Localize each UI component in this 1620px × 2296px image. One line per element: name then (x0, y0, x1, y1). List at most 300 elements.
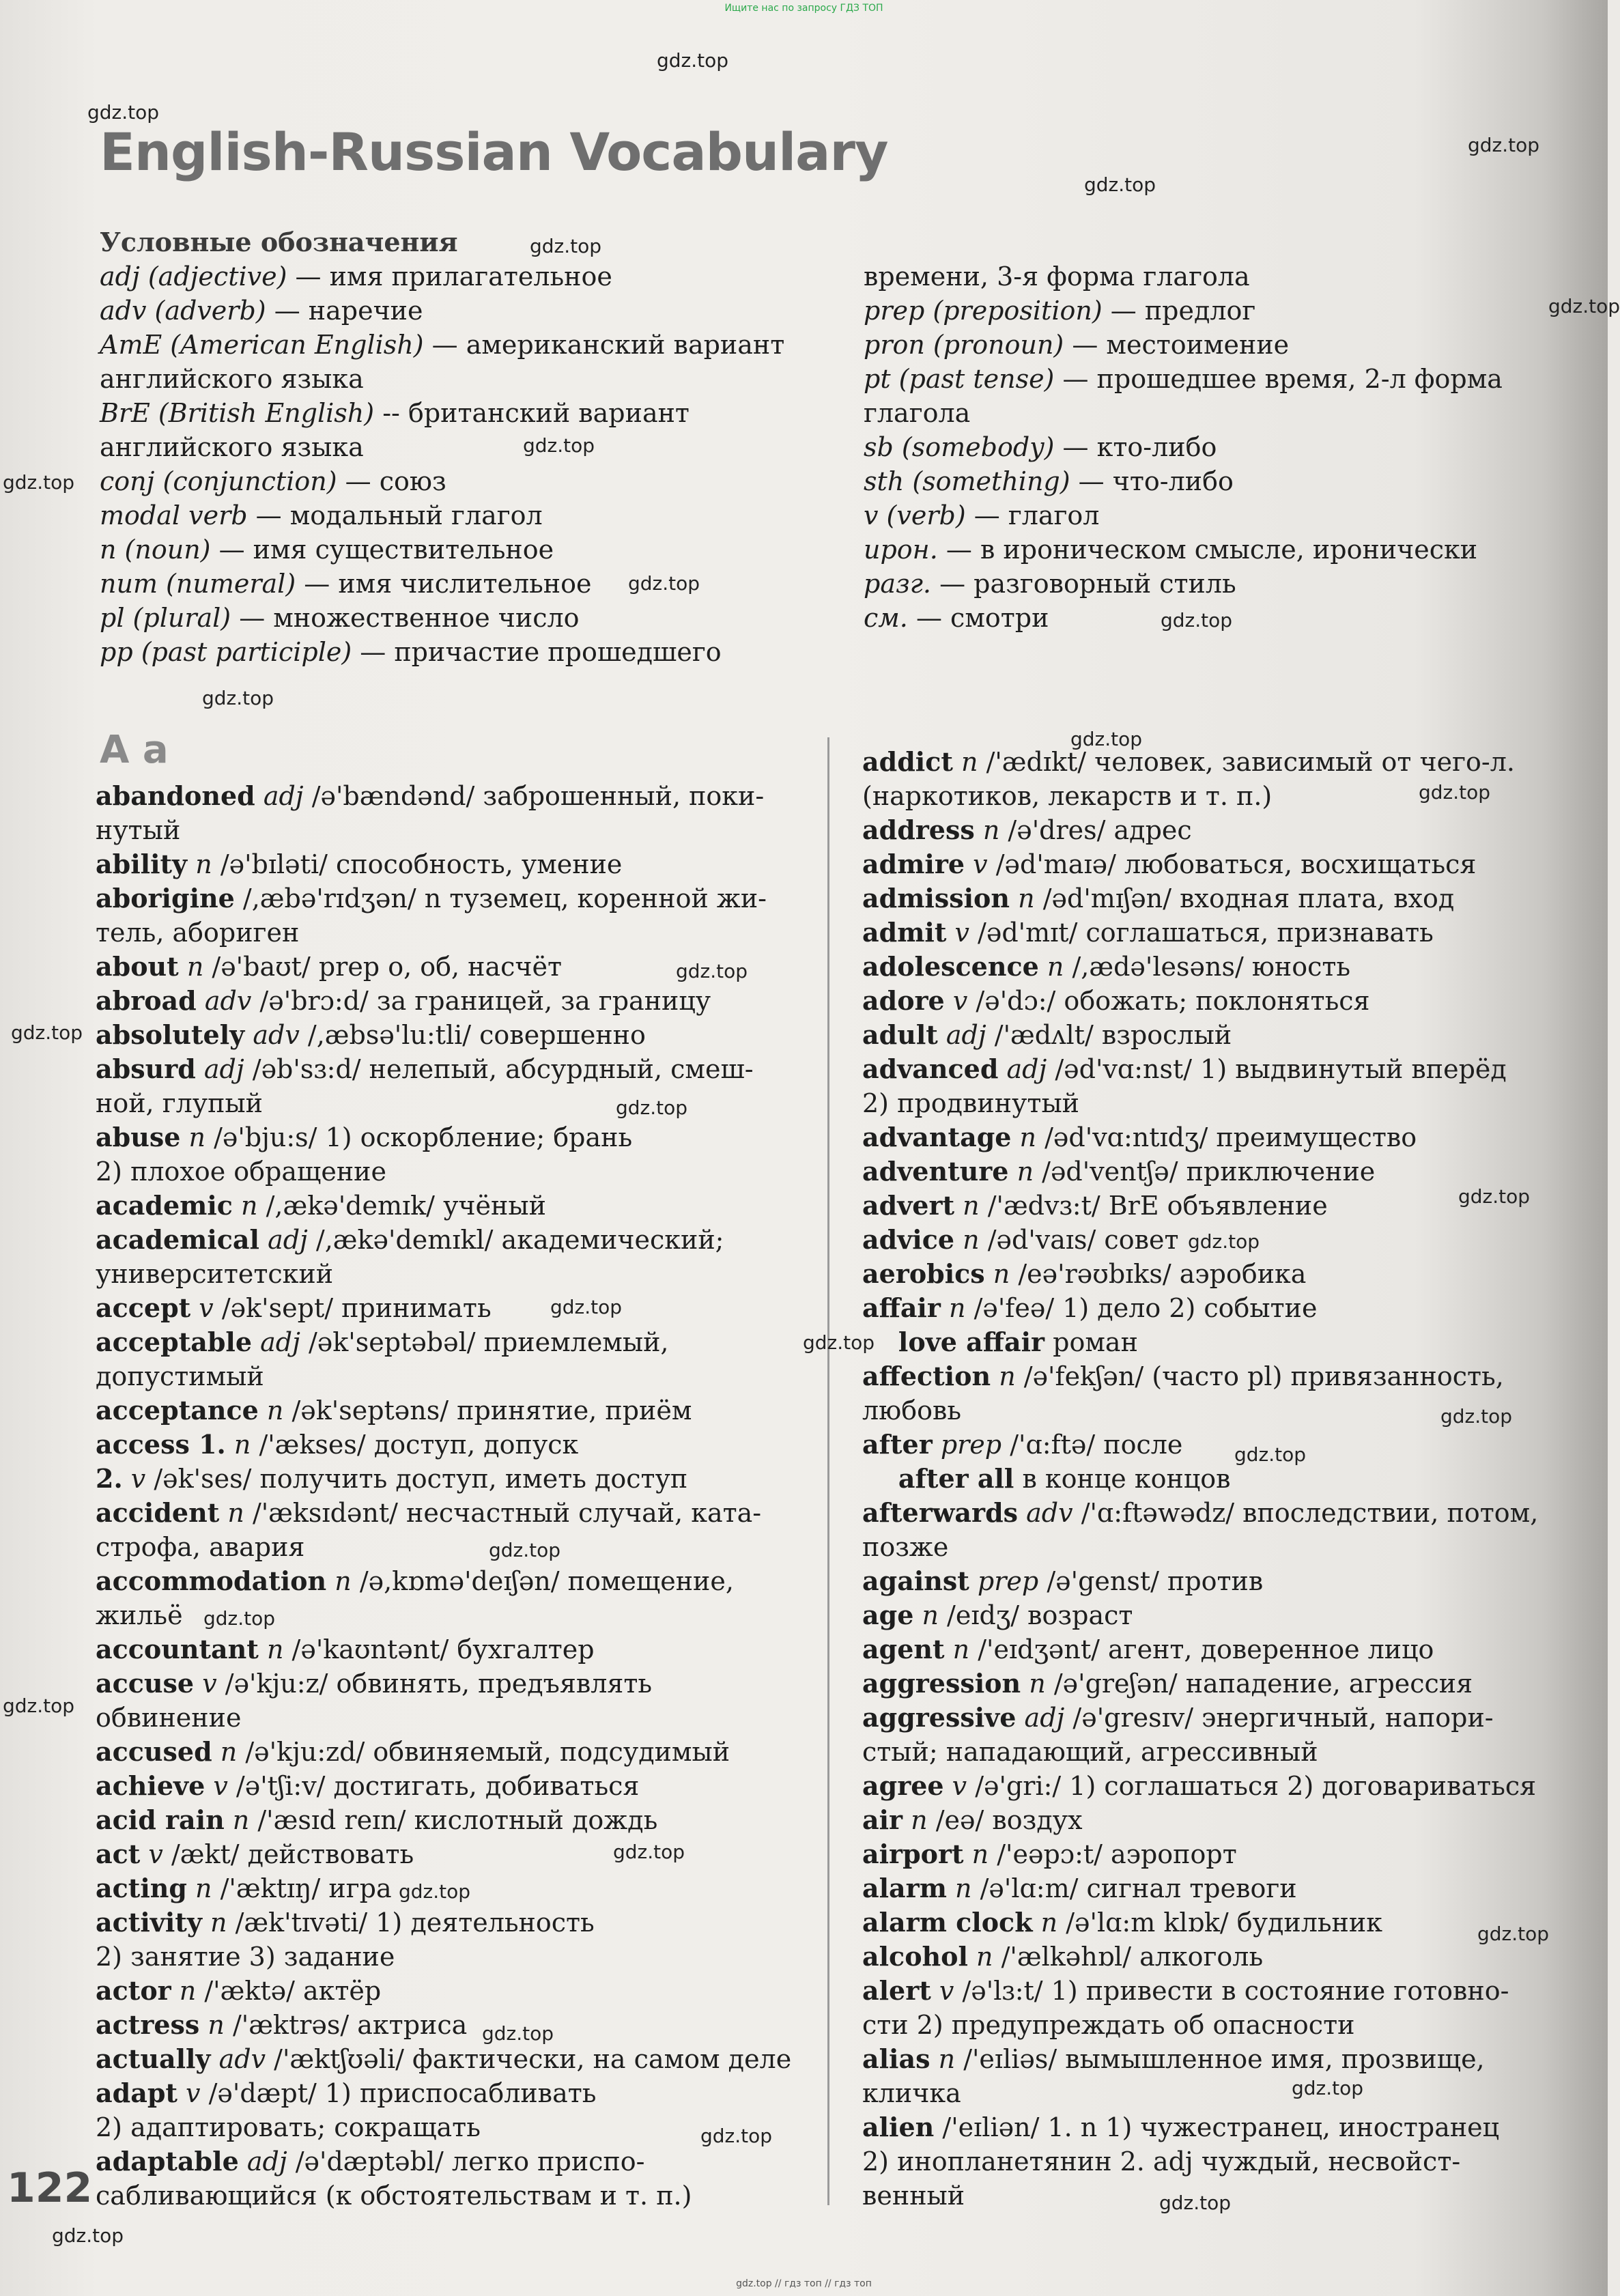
headword: airport (862, 1839, 964, 1869)
vocab-entry-line (862, 1701, 1538, 1735)
translation: /ə'feə/ 1) дело 2) событие (974, 1293, 1318, 1323)
abbreviation-meaning: — в ироническом смысле, ироничeски (937, 535, 1478, 565)
vocab-entry-line (862, 813, 1538, 847)
part-of-speech: n (220, 1737, 238, 1767)
vocab-entry-line (862, 1735, 1538, 1769)
headword: academic (96, 1190, 233, 1221)
vocab-entry-line (96, 1667, 791, 1701)
entries-right-column (862, 745, 1538, 2213)
abbreviation-meaning: — имя существительное (210, 535, 554, 565)
part-of-speech: v (952, 1771, 967, 1801)
vocab-entry-line (862, 1974, 1538, 2008)
vocab-entry-line (96, 813, 791, 847)
translation: жильё (96, 1600, 183, 1630)
watermark: gdz.top (530, 235, 602, 257)
vocab-entry-line (862, 1905, 1538, 1940)
headword: adore (862, 985, 945, 1016)
translation: /əd'mɪʃən/ входная плата, вход (1042, 883, 1455, 913)
headword: absolutely (96, 1019, 245, 1050)
watermark: gdz.top (550, 1296, 623, 1318)
vocab-entry-line (862, 1428, 1538, 1462)
abbreviation-row (864, 567, 1503, 601)
part-of-speech: v (199, 1293, 214, 1323)
abbreviation-row (100, 498, 784, 533)
translation: нутый (96, 815, 181, 845)
headword: acceptance (96, 1395, 259, 1426)
vocab-entry-line (862, 1769, 1538, 1803)
bottom-banner: gdz.top // гдз топ // гдз топ (736, 2278, 872, 2289)
part-of-speech: n (241, 1191, 258, 1221)
watermark: gdz.top (700, 2125, 773, 2147)
vocab-entry-line (862, 2042, 1538, 2076)
abbreviation-meaning: — множественное число (231, 603, 580, 633)
abbreviation-key: разг. (864, 569, 931, 599)
part-of-speech: adv (204, 986, 252, 1016)
headword: academical (96, 1224, 259, 1255)
abbreviation-key: pron (pronoun) (864, 330, 1064, 360)
watermark: gdz.top (1440, 1405, 1513, 1428)
headword: acting (96, 1873, 187, 1903)
vocab-entry-line (96, 1291, 791, 1325)
part-of-speech: n (993, 1259, 1010, 1289)
abbreviation-meaning: — имя прилагательное (287, 261, 612, 292)
abbreviation-row (864, 362, 1503, 396)
abbreviation-key: см. (864, 603, 908, 633)
headword: absurd (96, 1053, 196, 1084)
watermark: gdz.top (1161, 609, 1233, 632)
abbreviation-row (100, 601, 784, 635)
abbreviation-meaning: — смотри (907, 603, 1049, 633)
translation: строфа, авария (96, 1532, 305, 1562)
part-of-speech: n (266, 1634, 284, 1664)
translation: /ə,kɒmə'deɪʃən/ помещение, (359, 1566, 734, 1596)
abbreviation-meaning: глагола (864, 398, 971, 428)
translation: /ək'septəbəl/ приемлемый, (308, 1327, 669, 1357)
part-of-speech: v (202, 1669, 217, 1699)
abbreviation-meaning: — прошедшее время, 2-л форма (1054, 364, 1503, 394)
vocab-entry-line (862, 2144, 1538, 2179)
watermark: gdz.top (3, 471, 75, 494)
abbreviation-meaning: — глагол (965, 500, 1100, 530)
translation: /'ædʌlt/ взрослый (994, 1020, 1232, 1050)
vocab-entry-line (96, 2008, 791, 2042)
translation: (наркотиков, лекарств и т. п.) (862, 781, 1273, 811)
translation: /,ækə'demɪkl/ академический; (315, 1225, 724, 1255)
abbreviation-row (100, 294, 784, 328)
headword: advert (862, 1190, 955, 1221)
part-of-speech: n (963, 1191, 980, 1221)
part-of-speech: n (266, 1395, 284, 1426)
translation: /ækt/ действовать (171, 1839, 414, 1869)
abbreviation-key: conj (conjunction) (100, 466, 337, 496)
part-of-speech: n (1047, 952, 1064, 982)
abbreviation-key: modal verb (100, 500, 248, 530)
abbreviation-meaning: -- британский вариант (374, 398, 690, 428)
translation: /ə'tʃi:v/ достигать, добиваться (236, 1771, 640, 1801)
translation: /'eəpɔ:t/ аэропорт (997, 1839, 1237, 1869)
headword: acid rain (96, 1804, 225, 1835)
abbreviation-row (864, 259, 1503, 294)
translation: /'eɪdʒənt/ агент, доверенное лицо (978, 1634, 1434, 1664)
translation: /'æktrəs/ актриса (232, 2010, 468, 2040)
page-title: English-Russian Vocabulary (100, 122, 888, 182)
vocab-entry-line (862, 2110, 1538, 2144)
part-of-speech: n (1017, 1157, 1034, 1187)
watermark: gdz.top (202, 687, 274, 709)
abbreviation-row (864, 464, 1503, 498)
headword: alias (862, 2043, 930, 2074)
part-of-speech: adj (246, 2146, 287, 2177)
headword: actor (96, 1975, 171, 2006)
abbreviation-key: ирон. (864, 535, 938, 565)
translation: 2) плохое обращение (96, 1157, 386, 1187)
part-of-speech: n (210, 1908, 227, 1938)
vocab-entry-line (862, 1940, 1538, 1974)
vocab-entry-line (862, 1598, 1538, 1632)
headword: access 1. (96, 1429, 226, 1460)
headword: admire (862, 849, 965, 879)
translation: /,ædə'lesəns/ юность (1072, 952, 1351, 982)
part-of-speech: n (961, 747, 978, 777)
abbreviation-row (100, 430, 784, 464)
vocab-entry-line (96, 1120, 791, 1154)
vocab-entry-line (96, 1701, 791, 1735)
part-of-speech: n (335, 1566, 352, 1596)
translation: /ə'fekʃən/ (часто pl) привязанность, (1023, 1361, 1504, 1391)
vocab-entry-line (96, 779, 791, 813)
vocab-entry-line (862, 1325, 1538, 1359)
vocab-entry-line (862, 1803, 1538, 1837)
translation: /ək'ses/ получить доступ, иметь доступ (154, 1464, 688, 1494)
part-of-speech: adj (263, 781, 304, 811)
translation: /ə'lɜ:t/ 1) привести в состояние готовно- (962, 1976, 1509, 2006)
headword: after (862, 1429, 933, 1460)
translation: /'ɑ:ftə/ после (1010, 1430, 1183, 1460)
vocab-entry-line (862, 1189, 1538, 1223)
vocab-entry-line (96, 2179, 791, 2213)
entries-left-column (96, 779, 791, 2213)
abbreviation-list-right (864, 259, 1503, 635)
translation: тель, абориген (96, 918, 300, 948)
abbreviation-meaning: — что-либо (1070, 466, 1234, 496)
part-of-speech: n (1040, 1908, 1058, 1938)
part-of-speech: n (1029, 1669, 1046, 1699)
part-of-speech: n (948, 1293, 966, 1323)
headword: actually (96, 2043, 211, 2074)
headword: actress (96, 2009, 200, 2040)
vocab-entry-line (862, 847, 1538, 881)
translation: /'ædvɜ:t/ BrE объявление (987, 1191, 1328, 1221)
part-of-speech: n (208, 2010, 225, 2040)
vocab-entry-line (96, 1940, 791, 1974)
translation: /əd'vɑ:ntɪdʒ/ преимущество (1045, 1122, 1417, 1152)
translation: /ək'septəns/ принятие, приём (292, 1395, 692, 1426)
vocab-entry-line (862, 1120, 1538, 1154)
headword: agent (862, 1634, 945, 1664)
watermark: gdz.top (628, 572, 700, 595)
translation: позже (862, 1532, 949, 1562)
watermark: gdz.top (203, 1607, 276, 1630)
part-of-speech: n (911, 1805, 928, 1835)
abbreviation-key: prep (preposition) (864, 296, 1103, 326)
vocab-entry-line (96, 1496, 791, 1530)
vocab-entry-line (862, 1530, 1538, 1564)
headword: alert (862, 1975, 931, 2006)
abbreviation-meaning: — имя числительное (296, 569, 592, 599)
headword: addict (862, 746, 953, 777)
part-of-speech: adj (260, 1327, 300, 1357)
headword: agree (862, 1770, 944, 1801)
translation: /ə'bju:s/ 1) оскорбление; брань (214, 1122, 633, 1152)
watermark: gdz.top (1159, 2192, 1232, 2214)
vocab-entry-line (96, 916, 791, 950)
headword: aborigine (96, 883, 235, 913)
watermark: gdz.top (1458, 1185, 1531, 1208)
translation: /'ɑ:ftəwədz/ впоследствии, потом, (1081, 1498, 1539, 1528)
headword: afterwards (862, 1497, 1019, 1528)
translation: /'ækses/ доступ, допуск (259, 1430, 579, 1460)
vocab-entry-line (862, 1291, 1538, 1325)
part-of-speech: v (130, 1464, 146, 1494)
headword: act (96, 1839, 141, 1869)
translation: стый; нападающий, агрессивный (862, 1737, 1318, 1767)
part-of-speech: prep (940, 1430, 1002, 1460)
headword: alarm (862, 1873, 947, 1903)
translation: /əd'ventʃə/ приключение (1042, 1157, 1376, 1187)
watermark: gdz.top (1477, 1923, 1550, 1945)
watermark: gdz.top (523, 434, 595, 457)
part-of-speech: adj (1006, 1054, 1047, 1084)
part-of-speech: n (971, 1839, 989, 1869)
translation: /ə'lɑ:m/ сигнал тревоги (980, 1873, 1297, 1903)
abbreviation-row (864, 498, 1503, 533)
headword: love affair (862, 1327, 1045, 1357)
vocab-entry-line (862, 881, 1538, 916)
headword: accept (96, 1292, 191, 1323)
translation: /'æktʃʊəli/ фактически, на самом деле (274, 2044, 792, 2074)
translation: 2) адаптировать; сокращать (96, 2112, 481, 2142)
vocab-entry-line (96, 2042, 791, 2076)
abbreviation-row (100, 362, 784, 396)
abbreviation-meaning: — предлог (1102, 296, 1256, 326)
abbreviation-meaning: английского языка (100, 432, 364, 462)
translation: в конце концов (1014, 1464, 1231, 1494)
abbreviation-meaning: — американский вариант (423, 330, 785, 360)
translation: /ə'dɔ:/ обожать; поклоняться (976, 986, 1370, 1016)
translation: /ə'gresɪv/ энергичный, напори- (1072, 1703, 1494, 1733)
part-of-speech: v (186, 2078, 201, 2108)
headword: adult (862, 1019, 938, 1050)
vocab-entry-line (96, 1428, 791, 1462)
headword: address (862, 814, 975, 845)
watermark: gdz.top (1070, 728, 1143, 750)
vocab-entry-line (862, 1086, 1538, 1120)
vocab-entry-line (96, 1974, 791, 2008)
part-of-speech: n (999, 1361, 1016, 1391)
vocab-entry-line (862, 1257, 1538, 1291)
abbreviation-key: pl (plural) (100, 603, 231, 633)
vocab-entry-line (862, 1632, 1538, 1667)
watermark: gdz.top (657, 49, 729, 72)
headword: abuse (96, 1122, 181, 1152)
headword: affection (862, 1361, 991, 1391)
translation: /eɪdʒ/ возраст (947, 1600, 1133, 1630)
part-of-speech: v (213, 1771, 228, 1801)
headword: admission (862, 883, 1010, 913)
abbreviation-key: pt (past tense) (864, 364, 1055, 394)
part-of-speech: n (1018, 883, 1035, 913)
translation: /,æbsə'lu:tli/ совершенно (307, 1020, 646, 1050)
part-of-speech: n (179, 1976, 197, 2006)
part-of-speech: n (195, 849, 212, 879)
vocab-entry-line (862, 916, 1538, 950)
watermark: gdz.top (676, 960, 748, 982)
headword: abroad (96, 985, 197, 1016)
vocab-entry-line (96, 1189, 791, 1223)
abbreviation-meaning: — разговорный стиль (931, 569, 1236, 599)
headword: against (862, 1565, 969, 1596)
translation: /eə'rəʊbɪks/ аэробика (1018, 1259, 1307, 1289)
vocab-entry-line (862, 950, 1538, 984)
abbreviation-key: adj (adjective) (100, 261, 287, 292)
abbreviation-key: sth (something) (864, 466, 1070, 496)
translation: /əd'vɑ:nst/ 1) выдвинутый вперёд (1055, 1054, 1507, 1084)
part-of-speech: adv (218, 2044, 266, 2074)
abbreviation-meaning: — кто-либо (1054, 432, 1217, 462)
abbreviation-key: BrE (British English) (100, 398, 375, 428)
translation: ной, глупый (96, 1088, 263, 1118)
vocab-entry-line (96, 1837, 791, 1871)
translation: /əd'mɪt/ соглашаться, признавать (978, 918, 1434, 948)
vocab-entry-line (862, 1496, 1538, 1530)
vocab-entry-line (96, 1325, 791, 1359)
part-of-speech: n (195, 1873, 212, 1903)
abbreviation-key: num (numeral) (100, 569, 296, 599)
part-of-speech: adj (268, 1225, 308, 1255)
translation: роман (1045, 1327, 1138, 1357)
translation: /ə'genst/ против (1047, 1566, 1264, 1596)
vocab-entry-line (862, 1393, 1538, 1428)
watermark: gdz.top (482, 2022, 554, 2045)
part-of-speech: v (952, 986, 968, 1016)
headword: accountant (96, 1634, 259, 1664)
translation: 2) продвинутый (862, 1088, 1080, 1118)
abbreviation-row (100, 533, 784, 567)
headword: accuse (96, 1668, 195, 1699)
abbreviation-key: sb (somebody) (864, 432, 1055, 462)
abbreviation-row (100, 464, 784, 498)
abbreviation-meaning: — местоимение (1064, 330, 1290, 360)
translation: /'eɪliən/ 1. n 1) чужестранец, иностранец (942, 2112, 1500, 2142)
vocab-entry-line (96, 881, 791, 916)
vocab-entry-line (862, 1154, 1538, 1189)
headword: acceptable (96, 1327, 253, 1357)
vocab-entry-line (862, 1018, 1538, 1052)
headword: ability (96, 849, 188, 879)
abbreviation-row (100, 259, 784, 294)
translation: /eə/ воздух (935, 1805, 1083, 1835)
headword: alarm clock (862, 1907, 1033, 1938)
translation: /ə'baʊt/ prep о, об, насчёт (212, 952, 563, 982)
abbreviation-row (864, 533, 1503, 567)
translation: /ə'dæptəbl/ легко приспо- (295, 2146, 645, 2177)
vocab-entry-line (96, 1905, 791, 1940)
translation: 2) инопланетянин 2. adj чуждый, несвойст- (862, 2146, 1461, 2177)
headword: air (862, 1804, 903, 1835)
abbreviation-key: adv (adverb) (100, 296, 266, 326)
watermark: gdz.top (1468, 134, 1540, 156)
vocab-entry-line (862, 1359, 1538, 1393)
headword: activity (96, 1907, 202, 1938)
part-of-speech: v (939, 1976, 954, 2006)
headword: alien (862, 2112, 935, 2142)
part-of-speech: adj (946, 1020, 986, 1050)
headword: aggression (862, 1668, 1021, 1699)
vocab-entry-line (96, 847, 791, 881)
watermark: gdz.top (613, 1841, 685, 1863)
abbreviation-key: v (verb) (864, 500, 966, 530)
vocab-entry-line (862, 745, 1538, 779)
part-of-speech: v (954, 918, 969, 948)
headword: admit (862, 917, 947, 948)
headword: abandoned (96, 780, 255, 811)
translation: обвинение (96, 1703, 242, 1733)
abbreviation-meaning: — причастие прошедшего (352, 637, 722, 667)
headword: adolescence (862, 951, 1039, 982)
translation: сабливающийся (к обстоятельствам и т. п.) (96, 2181, 692, 2211)
watermark: gdz.top (1188, 1230, 1260, 1253)
letter-heading: A a (100, 728, 169, 772)
translation: любовь (862, 1395, 962, 1426)
part-of-speech: n (952, 1634, 970, 1664)
abbreviation-row (864, 430, 1503, 464)
headword: affair (862, 1292, 941, 1323)
headword: aggressive (862, 1702, 1017, 1733)
vocab-entry-line (96, 1257, 791, 1291)
abbreviation-row (100, 396, 784, 430)
translation: допустимый (96, 1361, 264, 1391)
translation: /ə'kaʊntənt/ бухгалтер (292, 1634, 595, 1664)
abbreviation-key: AmE (American English) (100, 330, 424, 360)
headword: advice (862, 1224, 955, 1255)
translation: /æk'tɪvəti/ 1) деятельность (235, 1908, 595, 1938)
vocab-entry-line (862, 1052, 1538, 1086)
vocab-entry-line (96, 1359, 791, 1393)
part-of-speech: n (963, 1225, 980, 1255)
translation: /ə'dæpt/ 1) приспосабливать (208, 2078, 597, 2108)
translation: /'æsɪd reɪn/ кислотный дождь (257, 1805, 658, 1835)
page-number: 122 (7, 2164, 93, 2212)
translation: /ə'lɑ:m klɒk/ будильник (1066, 1908, 1382, 1938)
abbreviation-meaning: — модальный глагол (247, 500, 543, 530)
part-of-speech: n (1019, 1122, 1037, 1152)
translation: /,æbə'rɪdʒən/ n туземец, коренной жи- (242, 883, 767, 913)
translation: /'ædɪkt/ человек, зависимый от чего-л. (986, 747, 1515, 777)
headword: advantage (862, 1122, 1012, 1152)
abbreviations-right (864, 259, 1503, 635)
vocab-entry-line (862, 984, 1538, 1018)
translation: /ə'dres/ адрес (1008, 815, 1192, 845)
part-of-speech: n (188, 1122, 205, 1152)
abbreviation-meaning: времени, 3-я форма глагола (864, 261, 1250, 292)
part-of-speech: adv (253, 1020, 300, 1050)
watermark: gdz.top (87, 101, 160, 124)
entry-list-left (96, 779, 791, 2213)
abbreviation-row (100, 635, 784, 669)
part-of-speech: v (973, 849, 988, 879)
watermark: gdz.top (11, 1021, 83, 1044)
watermark: gdz.top (1292, 2077, 1364, 2099)
